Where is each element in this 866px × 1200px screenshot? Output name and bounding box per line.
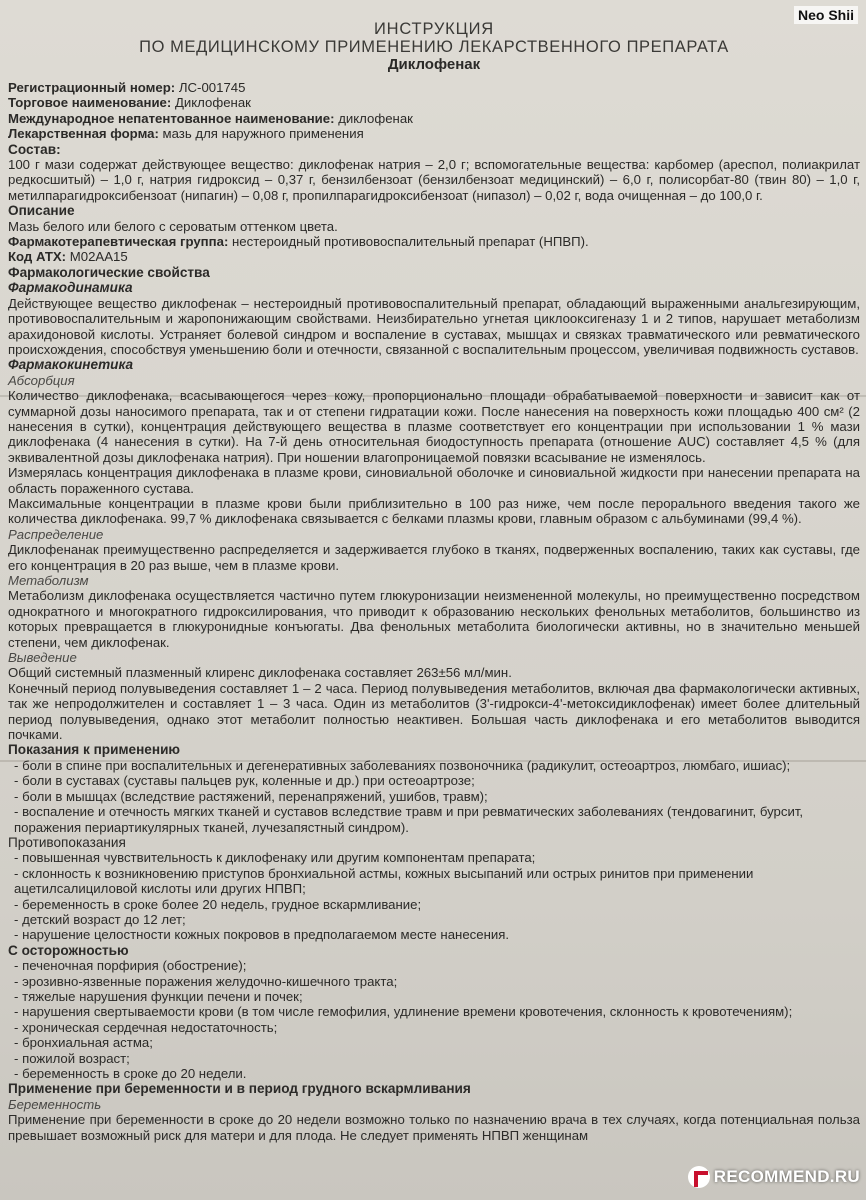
meta-row bbox=[8, 80, 860, 95]
absorption-text: Максимальные концентрации в плазме крови были приблизительно в 100 раз ниже, чем после перорального введения такого же количества диклофенака. 99,7 % диклофенака связывается с белками плазмы крови, главным образом с альбуминами (99,4 %). bbox=[8, 495, 860, 527]
composition-heading: Состав: bbox=[8, 141, 61, 157]
absorption-text: Количество диклофенака, всасывающегося через кожу, пропорционально площади обрабатываемой поверхности и зависит как от суммарной дозы наносимого препарата, так и от степени гидратации кожи. После нанесения на поверхность кожи площадью 400 см² (2 нанесения в сутки), концентрация действующего вещества в плазме соответствует его концентрации при использовании 1 % мази диклофенака (4 нанесения в сутки). На 7-й день относительная биодоступность препарата (отношение AUC) составляет 4,5 % (для эквивалентной дозы диклофенака натрия). При ношении влагопроницаемой повязки всасывание не изменялось. bbox=[8, 388, 860, 465]
recommend-watermark bbox=[688, 1166, 860, 1188]
atc-row bbox=[8, 249, 860, 264]
list-item: - нарушение целостности кожных покровов в предполагаемом месте нанесения. bbox=[8, 927, 860, 942]
list-item: - повышенная чувствительность к диклофенаку или другим компонентам препарата; bbox=[8, 850, 860, 865]
metabolism-heading: Метаболизм bbox=[8, 573, 89, 588]
list-item: - тяжелые нарушения функции печени и почек; bbox=[8, 989, 860, 1004]
atc-value: M02AA15 bbox=[69, 249, 128, 265]
list-item: - боли в спине при воспалительных и дегенеративных заболеваниях позвоночника (радикулит, остеоартроз, люмбаго, ишиас); bbox=[8, 758, 860, 773]
meta-value: Диклофенак bbox=[174, 95, 251, 111]
list-item: - беременность в сроке более 20 недель, грудное вскармливание; bbox=[8, 897, 860, 912]
excretion-text: Общий системный плазменный клиренс диклофенака составляет 263±56 мл/мин. bbox=[8, 665, 512, 681]
metabolism-text: Метаболизм диклофенака осуществляется частично путем глюкуронизации неизмененной молекулы, но преимущественно посредством однократного и многократного гидроксилирования, что приводит к образованию нескольких фенольных метаболитов, большинство из которых превращается в глюкуронидные конъюгаты. Два фенольных метаболита биологически активны, но в значительно меньшей степени, чем диклофенак. bbox=[8, 588, 860, 650]
list-item: - печеночная порфирия (обострение); bbox=[8, 958, 860, 973]
pregnancy-heading: Применение при беременности и в период грудного вскармливания bbox=[8, 1081, 471, 1097]
meta-label: Международное непатентованное наименование: bbox=[8, 110, 335, 126]
distribution-text: Диклофенанак преимущественно распределяется и задерживается глубоко в тканях, подверженных воспалению, таких как суставы, где его концентрация в 20 раз выше, чем в плазме крови. bbox=[8, 542, 860, 573]
excretion-text: Конечный период полувыведения составляет 1 – 2 часа. Период полувыведения метаболитов, включая два фармакологически активных, так же непродолжителен и составляет 1 – 3 часа. Один из метаболитов (3'-гидрокси-4'-метоксидиклофенак) имеет более длительный период полувыведения, однако этот метаболит полностью неактивен. Большая часть диклофенака и его метаболитов выводится почками. bbox=[8, 680, 860, 743]
description-heading: Описание bbox=[8, 203, 75, 219]
pharm-group-label: Фармакотерапевтическая группа: bbox=[8, 234, 229, 250]
document-body bbox=[8, 20, 860, 1143]
pharmacokinetics-heading: Фармакокинетика bbox=[8, 357, 134, 373]
description-text: Мазь белого или белого с сероватым оттенком цвета. bbox=[8, 218, 338, 234]
list-item: - боли в суставах (суставы пальцев рук, коленные и др.) при остеоартрозе; bbox=[8, 773, 860, 788]
meta-row bbox=[8, 95, 860, 110]
list-item: - боли в мышцах (вследствие растяжений, перенапряжений, ушибов, травм); bbox=[8, 789, 860, 804]
distribution-heading: Распределение bbox=[8, 526, 104, 542]
meta-value: мазь для наружного применения bbox=[162, 126, 364, 142]
pharmacodynamics-heading: Фармакодинамика bbox=[8, 280, 133, 296]
indications-heading: Показания к применению bbox=[8, 742, 181, 758]
pharmacodynamics-text: Действующее вещество диклофенак – нестероидный противовоспалительный препарат, обладающий выраженными анальгезирующим, противовоспалительным и жаропонижающим свойствами. Неизбирательно угнетая циклооксигеназу 1 и 2 типов, нарушает метаболизм арахидоновой кислоты. Устраняет болевой синдром и воспаление в суставах, мышцах и связках травматического или ревматического происхождения, способствуя уменьшению боли и отечности, связанной с воспалительным процессом, увеличивая подвижность суставов. bbox=[8, 295, 860, 357]
recommend-watermark-text: RECOMMEND.RU bbox=[713, 1167, 860, 1186]
list-item: - беременность в сроке до 20 недели. bbox=[8, 1066, 860, 1081]
pharm-group-row bbox=[8, 234, 860, 249]
doc-title: ИНСТРУКЦИЯ bbox=[374, 20, 494, 38]
meta-label: Лекарственная форма: bbox=[8, 126, 159, 142]
composition-text: 100 г мази содержат действующее вещество: диклофенак натрия – 2,0 г; вспомогательные вещества: карбомер (ареспол, полиакрилат редкосшитый) – 1,0 г, натрия гидроксид – 0,37 г, бензилбензоат (бензилбензоат медицинский) – 6,0 г, полисорбат-80 (твин 80) – 1,0 г, метилпарагидроксибензоат (нипагин) – 0,08 г, пропилпарагидроксибензоат (нипазол) – 0,02 г, вода очищенная – до 100,0 г. bbox=[8, 157, 860, 203]
list-item: - нарушения свертываемости крови (в том числе гемофилия, удлинение времени кровотечения, склонность к кровотечениям); bbox=[8, 1004, 860, 1019]
meta-label: Регистрационный номер: bbox=[8, 80, 176, 95]
pregnancy-subheading: Беременность bbox=[8, 1096, 102, 1112]
contraindications-heading: Противопоказания bbox=[8, 834, 126, 850]
meta-label: Торговое наименование: bbox=[8, 95, 172, 111]
user-tag: Neo Shii bbox=[794, 6, 858, 24]
list-item: - эрозивно-язвенные поражения желудочно-кишечного тракта; bbox=[8, 974, 860, 989]
list-item: - пожилой возраст; bbox=[8, 1051, 860, 1066]
pharm-group-value: нестероидный противовоспалительный препарат (НПВП). bbox=[232, 234, 589, 250]
recommend-logo-icon bbox=[688, 1166, 710, 1188]
pharmacology-heading: Фармакологические свойства bbox=[8, 264, 210, 280]
doc-subtitle: ПО МЕДИЦИНСКОМУ ПРИМЕНЕНИЮ ЛЕКАРСТВЕННОГО ПРЕПАРАТА bbox=[139, 38, 729, 56]
excretion-heading: Выведение bbox=[8, 650, 77, 666]
absorption-text: Измерялась концентрация диклофенака в плазме крови, синовиальной оболочке и синовиальной жидкости при нанесении препарата на область пораженного сустава. bbox=[8, 465, 860, 496]
list-item: - воспаление и отечность мягких тканей и суставов вследствие травм и при ревматических заболеваниях (тендовагинит, бурсит, поражения периартикулярных тканей, лучезапястный синдром). bbox=[8, 804, 860, 835]
list-item: - детский возраст до 12 лет; bbox=[8, 912, 860, 927]
meta-value: ЛС-001745 bbox=[178, 80, 246, 95]
meta-block bbox=[8, 80, 860, 142]
list-item: - склонность к возникновению приступов бронхиальной астмы, кожных высыпаний или острых ринитов при применении ацетилсалициловой кислоты или других НПВП; bbox=[8, 866, 860, 897]
absorption-heading: Абсорбция bbox=[8, 372, 75, 388]
drug-name: Диклофенак bbox=[387, 56, 481, 73]
list-item: - бронхиальная астма; bbox=[8, 1035, 860, 1050]
caution-heading: С осторожностью bbox=[8, 942, 129, 958]
meta-row bbox=[8, 111, 860, 126]
atc-label: Код АТХ: bbox=[8, 249, 67, 265]
pregnancy-text: Применение при беременности в сроке до 20 недели возможно только по назначению врача в тех случаях, когда потенциальная польза превышает возможный риск для матери и для плода. Не следует применять НПВП женщинам bbox=[8, 1112, 860, 1143]
meta-value: диклофенак bbox=[338, 110, 413, 126]
list-item: - хроническая сердечная недостаточность; bbox=[8, 1020, 860, 1035]
meta-row bbox=[8, 126, 860, 141]
